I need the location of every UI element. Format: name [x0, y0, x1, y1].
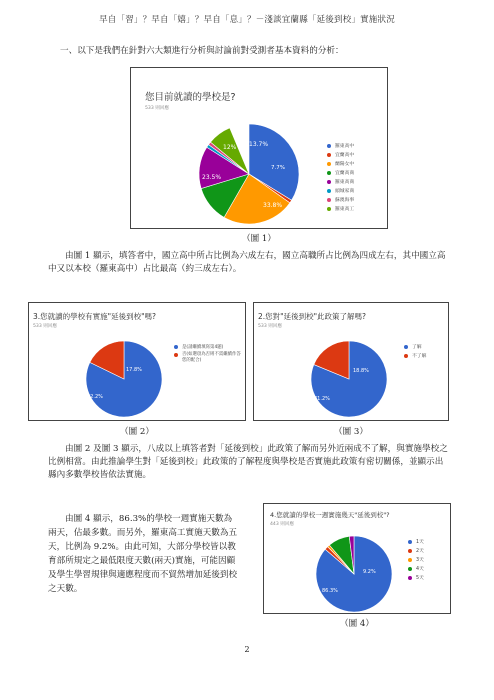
chart-1: [130, 67, 388, 229]
chart-4: [263, 503, 451, 614]
chart-1-legend: [327, 141, 354, 213]
chart-1-caption: （圖 1）: [242, 234, 276, 244]
slice-label-s0: 81.2%: [314, 396, 330, 402]
chart-3: [253, 302, 449, 421]
chart-3-pie: [304, 335, 394, 419]
chart-3-legend: [404, 342, 426, 360]
slice-label-s7: 7.7%: [271, 165, 285, 171]
legend-item: 4天: [408, 564, 424, 573]
page-number: 2: [244, 645, 250, 654]
chart-4-caption: （圖 4）: [340, 619, 374, 629]
slice-label-s1: 17.8%: [126, 367, 142, 373]
chart-2-pie: [79, 335, 169, 419]
legend-item: 5天: [408, 573, 424, 582]
legend-item: 羅東高工: [327, 204, 354, 213]
legend-item: 蘇澳海事: [327, 195, 354, 204]
chart-2-caption: （圖 2）: [120, 427, 154, 437]
chart-1-title: 您目前就讀的學校是?: [145, 92, 236, 103]
legend-item: 蘭陽女中: [327, 159, 354, 168]
slice-label-s4: 9.2%: [363, 569, 376, 575]
pie-slices: [316, 536, 392, 612]
chart-2-title: 3.您就讀的學校有實施"延後到校"嗎?: [33, 312, 157, 321]
chart-2: [28, 302, 246, 421]
legend-item: 羅東高商: [327, 177, 354, 186]
paragraph-1: 由圖 1 顯示，填答者中，國立高中所占比例為六成左右，國立高職所占比例為四成左右，其中國立高中又以本校（羅東高中）占比最高（約三成左右）。: [48, 251, 446, 274]
paragraph-2: 由圖 2 及圖 3 顯示，八成以上填答者對「延後到校」此政策了解而另外近兩成不了解，與實施學校之比例相當。由此推論學生對「延後到校」此政策的了解程度與學校是否實施此政策有密切關係，並顯示出縣內多數學校皆依法實施。: [48, 444, 448, 480]
legend-item: 1天: [408, 537, 424, 546]
chart-4-legend: [408, 537, 424, 582]
pie-slices: [311, 341, 387, 417]
chart-4-responses: 443 則回應: [270, 522, 295, 527]
pie-slices: [86, 341, 162, 417]
legend-item: 2天: [408, 546, 424, 555]
legend-item: 3天: [408, 555, 424, 564]
legend-item: 是(請繼續填寫第4題): [174, 342, 244, 351]
legend-item: 羅東高中: [327, 141, 354, 150]
paragraph-3: 由圖 4 顯示，86.3%的學校一週實施天數為兩天，佔最多數。而另外，羅東高工實施天數為五天，比例為 9.2%。由此可知，大部分學校皆以教育部所規定之最低限度天數(兩天)實施，可能因顧及學生學習規律與適應程度而不貿然增加延後到校之天數。: [48, 514, 238, 594]
legend-item: 宜蘭高中: [327, 150, 354, 159]
chart-4-pie: [308, 530, 400, 614]
legend-item: 了解: [404, 342, 426, 351]
slice-label-s1: 86.3%: [322, 588, 338, 594]
slice-label-s1: 18.8%: [353, 368, 369, 374]
slice-label-s2: 23.5%: [202, 174, 222, 181]
chart-3-responses: 533 則回應: [258, 324, 283, 329]
section-intro: 一、以下是我們在針對六大類進行分析與討論前對受測者基本資料的分析：: [60, 46, 344, 56]
legend-item: 頭城家商: [327, 186, 354, 195]
slice-label-s0: 82.2%: [87, 394, 103, 400]
legend-item: 宜蘭高商: [327, 168, 354, 177]
chart-1-responses: 533 則回應: [145, 106, 170, 111]
chart-1-pie: [191, 118, 311, 229]
chart-2-responses: 533 則回應: [33, 324, 58, 329]
chart-2-legend: [174, 342, 244, 364]
slice-label-s4: 13.7%: [249, 141, 269, 148]
chart-4-title: 4.您就讀的學校一週實施幾天"延後到校"?: [270, 511, 390, 519]
chart-3-title: 2.您對"延後到校"此政策了解嗎?: [258, 312, 367, 321]
legend-item: 否(如選項為否則不需繼續作答 您的配合): [174, 352, 244, 364]
legend-item: 不了解: [404, 351, 426, 360]
chart-3-caption: （圖 3）: [334, 427, 368, 437]
slice-label-s3: 12%: [223, 144, 237, 151]
running-header: 早自「習」？早自「嬉」？早自「息」？－淺談宜蘭縣「延後到校」實施狀況: [99, 15, 395, 25]
slice-label-s0: 33.8%: [263, 202, 283, 209]
